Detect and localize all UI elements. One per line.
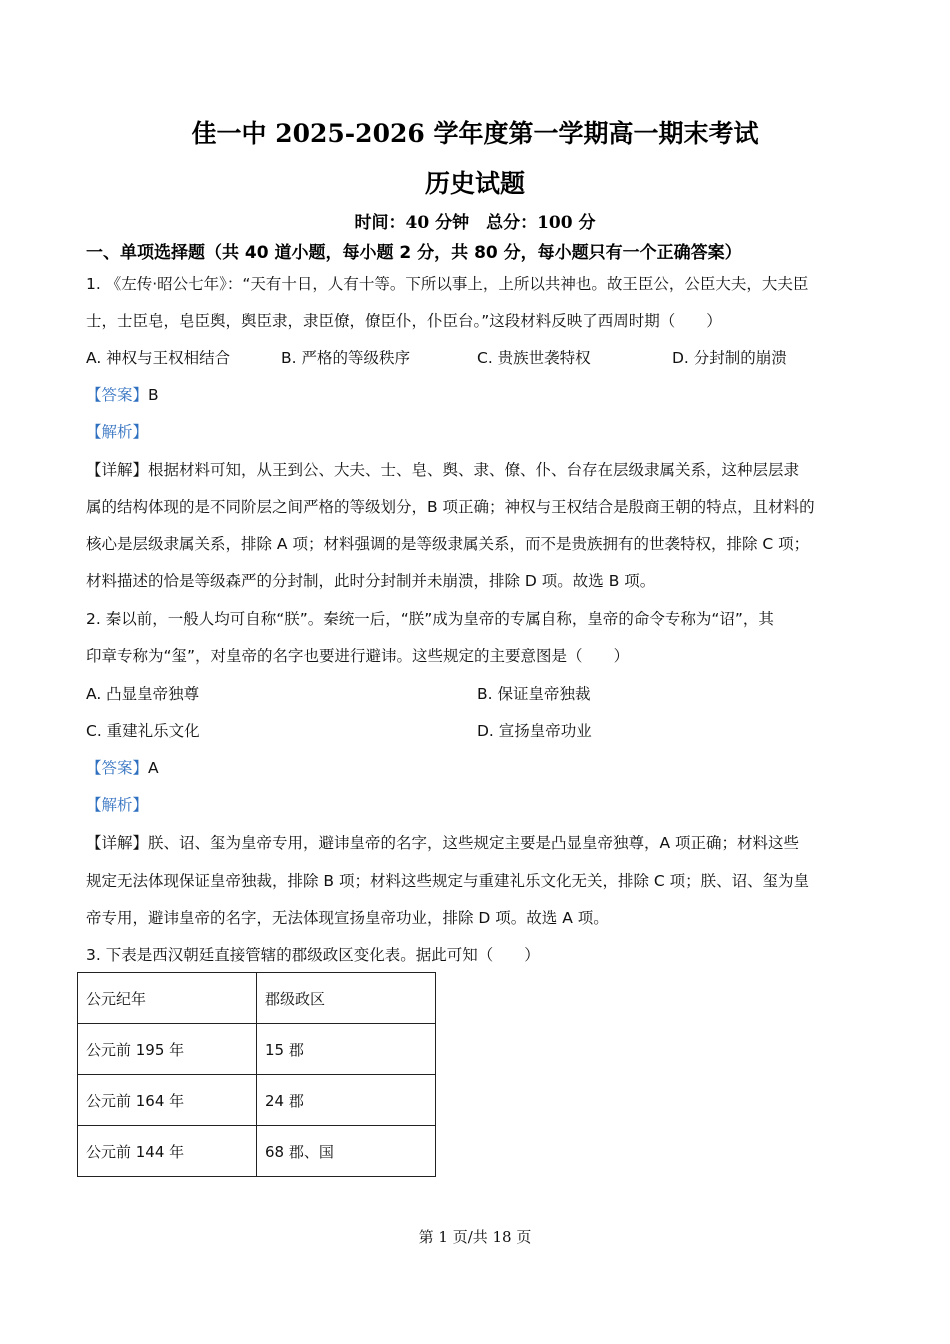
table-row: [78, 1126, 436, 1177]
q2-answer: [86, 757, 886, 779]
answer-value: B: [148, 386, 159, 404]
exam-info: 时间：40 分钟 总分：100 分: [354, 213, 596, 233]
subject-title: 历史试题: [424, 169, 525, 198]
q2-stem-line2: 印章专称为“玺”，对皇帝的名字也要进行避讳。这些规定的主要意图是（ ）: [86, 647, 630, 665]
table-header-cell: 公元纪年: [78, 973, 257, 1024]
q1-detail-line1: 【详解】根据材料可知，从王到公、大夫、士、皂、舆、隶、僚、仆、台存在层级隶属关系，这种层层隶: [86, 461, 800, 479]
table-header-cell: 郡级政区: [257, 973, 436, 1024]
q1-detail-line2: 属的结构体现的是不同阶层之间严格的等级划分，B 项正确；神权与王权结合是殷商王朝的特点，且材料的: [86, 498, 815, 516]
q1-stem-line1: 1. 《左传·昭公七年》：“天有十日，人有十等。下所以事上，上所以共神也。故王臣公，公臣大夫，大夫臣: [86, 275, 809, 293]
district-table: [77, 972, 436, 1177]
section-heading: 一、单项选择题（共 40 道小题，每小题 2 分，共 80 分，每小题只有一个正确答案）: [86, 243, 742, 263]
q1-stem-line2: 士，士臣皂，皂臣舆，舆臣隶，隶臣僚，僚臣仆，仆臣台。”这段材料反映了西周时期（ ）: [86, 312, 722, 330]
q1-option-c: C. 贵族世袭特权: [477, 349, 591, 367]
q2-detail-line3: 帝专用，避讳皇帝的名字，无法体现宣扬皇帝功业，排除 D 项。故选 A 项。: [86, 909, 609, 927]
page-footer: 第 1 页/共 18 页: [418, 1228, 532, 1246]
q1-option-a: A. 神权与王权相结合: [86, 349, 231, 367]
q1-analysis-label: 【解析】: [86, 423, 149, 441]
q1-option-d: D. 分封制的崩溃: [672, 349, 787, 367]
table-cell: 公元前 144 年: [78, 1126, 257, 1177]
answer-value: A: [148, 759, 159, 777]
q2-detail-line2: 规定无法体现保证皇帝独裁，排除 B 项；材料这些规定与重建礼乐文化无关，排除 C 项；朕、诏、玺为皇: [86, 872, 810, 890]
table-cell: 公元前 195 年: [78, 1024, 257, 1075]
q2-option-a: A. 凸显皇帝独尊: [86, 685, 200, 703]
table-cell: 24 郡: [257, 1075, 436, 1126]
q2-option-d: D. 宣扬皇帝功业: [477, 722, 592, 740]
table-row: [78, 1075, 436, 1126]
q1-detail-line3: 核心是层级隶属关系，排除 A 项；材料强调的是等级隶属关系，而不是贵族拥有的世袭特权，排除 C 项；: [86, 535, 810, 553]
q2-option-c: C. 重建礼乐文化: [86, 722, 200, 740]
table-cell: 15 郡: [257, 1024, 436, 1075]
q2-detail-line1: 【详解】朕、诏、玺为皇帝专用，避讳皇帝的名字，这些规定主要是凸显皇帝独尊，A 项正确；材料这些: [86, 834, 800, 852]
q1-option-b: B. 严格的等级秩序: [281, 349, 410, 367]
answer-label: 【答案】: [86, 759, 149, 777]
q1-detail-line4: 材料描述的恰是等级森严的分封制，此时分封制并未崩溃，排除 D 项。故选 B 项。: [86, 572, 656, 590]
table-header-row: [78, 973, 436, 1024]
q3-stem: 3. 下表是西汉朝廷直接管辖的郡级政区变化表。据此可知（ ）: [86, 946, 540, 964]
table-cell: 公元前 164 年: [78, 1075, 257, 1126]
q2-analysis-label: 【解析】: [86, 796, 149, 814]
q2-stem-line1: 2. 秦以前，一般人均可自称“朕”。秦统一后，“朕”成为皇帝的专属自称，皇帝的命令专称为“诏”，其: [86, 610, 774, 628]
exam-title: 佳一中 2025-2026 学年度第一学期高一期末考试: [191, 119, 759, 148]
table-cell: 68 郡、国: [257, 1126, 436, 1177]
q2-option-b: B. 保证皇帝独裁: [477, 685, 591, 703]
q1-answer: [86, 384, 886, 406]
table-row: [78, 1024, 436, 1075]
answer-label: 【答案】: [86, 386, 149, 404]
